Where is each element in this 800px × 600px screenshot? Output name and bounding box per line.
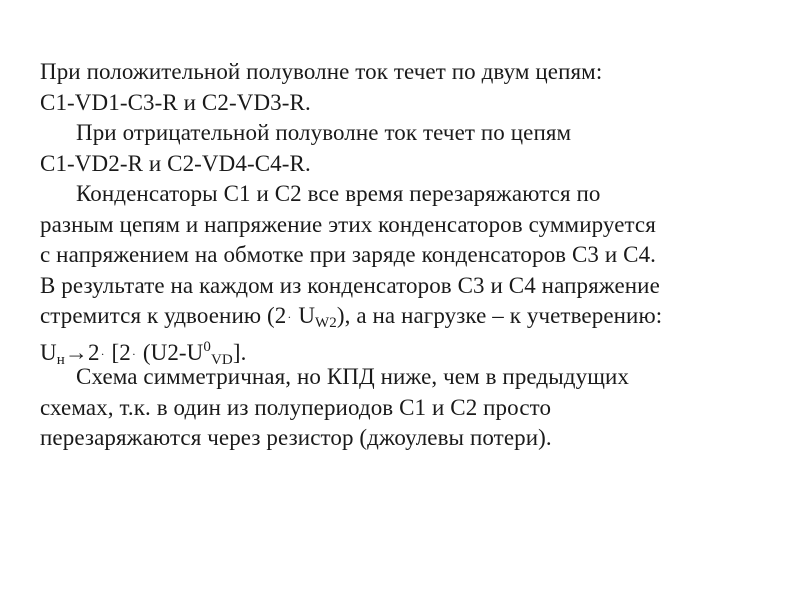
p3-line6 [40, 332, 780, 368]
voltage-subscript-w2: W2 [315, 315, 337, 331]
p3-line3: с напряжением на обмотке при заряде конденсаторов C3 и C4. [40, 242, 657, 267]
formula-expr: (U2-U [137, 339, 204, 365]
p4-line2: схемах, т.к. в один из полупериодов C1 и C2 просто [40, 394, 552, 420]
p4-line3: перезаряжаются через резистор (джоулевы потери). [40, 425, 552, 450]
load-voltage-subscript: н [56, 351, 65, 368]
multiply-dot: · [287, 310, 292, 324]
p1-line1: При положительной полуволне ток течет по двум цепям: [40, 59, 603, 84]
p3-line4: В результате на каждом из конденсаторов C3 и C4 напряжение [40, 272, 660, 298]
multiply-dot: · [100, 346, 105, 361]
p4-line1: Схема симметричная, но КПД ниже, чем в предыдущих [76, 364, 630, 389]
p3-line5-after: ), а на нагрузке – к учетверению: [336, 303, 663, 328]
voltage-symbol: U [292, 303, 316, 328]
p3-line5 [40, 301, 780, 332]
p3-line2: разным цепям и напряжение этих конденсаторов суммируется [40, 211, 656, 237]
p2-line1: При отрицательной полуволне ток течет по цепям [76, 120, 572, 145]
formula-superscript: 0 [203, 338, 211, 355]
formula-close: ]. [232, 339, 247, 365]
arrow-two: →2 [64, 339, 100, 365]
bracket-two: [2 [105, 339, 131, 365]
formula-subscript-vd: VD [211, 351, 233, 368]
p2-line2: C1-VD2-R и C2-VD4-C4-R. [40, 150, 311, 176]
multiply-dot: · [131, 346, 136, 361]
load-voltage-symbol: U [40, 339, 57, 365]
body-text [40, 57, 780, 454]
p3-line1: Конденсаторы C1 и C2 все время перезаряжаются по [76, 181, 601, 206]
p3-line5-before: стремится к удвоению (2 [40, 303, 287, 328]
p1-line2: C1-VD1-C3-R и C2-VD3-R. [40, 89, 311, 115]
